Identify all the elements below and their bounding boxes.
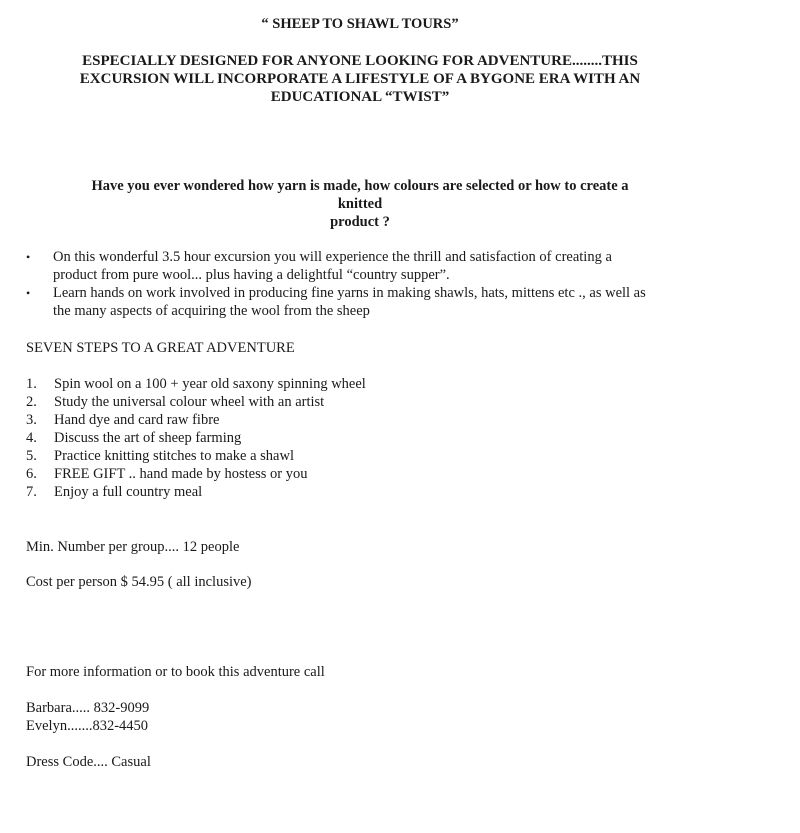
intro-question bbox=[80, 177, 640, 231]
step-text: Practice knitting stitches to make a shawl bbox=[54, 448, 294, 464]
step-number: 1. bbox=[26, 376, 37, 392]
feature-list bbox=[24, 248, 724, 320]
bullet-icon: • bbox=[26, 286, 31, 300]
step-item bbox=[26, 411, 366, 429]
step-number: 6. bbox=[26, 466, 37, 482]
step-number: 2. bbox=[26, 394, 37, 410]
step-text: Discuss the art of sheep farming bbox=[54, 430, 242, 446]
cost-per-person: Cost per person $ 54.95 ( all inclusive) bbox=[26, 574, 252, 590]
headline bbox=[0, 52, 760, 106]
step-number: 7. bbox=[26, 484, 37, 500]
step-item bbox=[26, 447, 366, 465]
headline-line: EXCURSION WILL INCORPORATE A LIFESTYLE OF A BYGONE ERA WITH AN bbox=[79, 71, 641, 87]
step-item bbox=[26, 465, 366, 483]
step-text: Study the universal colour wheel with an artist bbox=[54, 394, 325, 410]
step-item bbox=[26, 483, 366, 501]
steps-list bbox=[26, 375, 366, 501]
list-item bbox=[24, 284, 724, 320]
list-item-line: product from pure wool... plus having a delightful “country supper”. bbox=[53, 267, 450, 283]
step-item bbox=[26, 375, 366, 393]
booking-info: For more information or to book this adventure call bbox=[26, 664, 325, 680]
step-text: FREE GIFT .. hand made by hostess or you bbox=[54, 466, 308, 482]
question-line: product ? bbox=[330, 214, 390, 230]
step-text: Enjoy a full country meal bbox=[54, 484, 203, 500]
bullet-icon: • bbox=[26, 250, 31, 264]
list-item-line: On this wonderful 3.5 hour excursion you will experience the thrill and satisfaction of creating a bbox=[53, 249, 612, 265]
dress-code: Dress Code.... Casual bbox=[26, 754, 151, 770]
min-group-size: Min. Number per group.... 12 people bbox=[26, 539, 240, 555]
step-text: Hand dye and card raw fibre bbox=[54, 412, 220, 428]
question-line: Have you ever wondered how yarn is made, how colours are selected or how to create a knitted bbox=[91, 178, 629, 212]
headline-line: ESPECIALLY DESIGNED FOR ANYONE LOOKING FOR ADVENTURE........THIS bbox=[82, 53, 638, 69]
list-item-line: Learn hands on work involved in producing fine yarns in making shawls, hats, mittens etc ., as well as bbox=[53, 285, 646, 301]
step-number: 4. bbox=[26, 430, 37, 446]
step-number: 3. bbox=[26, 412, 37, 428]
document-title: “ SHEEP TO SHAWL TOURS” bbox=[261, 16, 459, 32]
list-item-line: the many aspects of acquiring the wool from the sheep bbox=[53, 303, 370, 319]
step-item bbox=[26, 393, 366, 411]
step-number: 5. bbox=[26, 448, 37, 464]
step-item bbox=[26, 429, 366, 447]
contact-barbara: Barbara..... 832-9099 bbox=[26, 700, 150, 716]
contact-evelyn: Evelyn.......832-4450 bbox=[26, 718, 149, 734]
section-heading: SEVEN STEPS TO A GREAT ADVENTURE bbox=[26, 340, 295, 356]
headline-line: EDUCATIONAL “TWIST” bbox=[270, 89, 450, 105]
list-item bbox=[24, 248, 724, 284]
step-text: Spin wool on a 100 + year old saxony spinning wheel bbox=[54, 376, 366, 392]
